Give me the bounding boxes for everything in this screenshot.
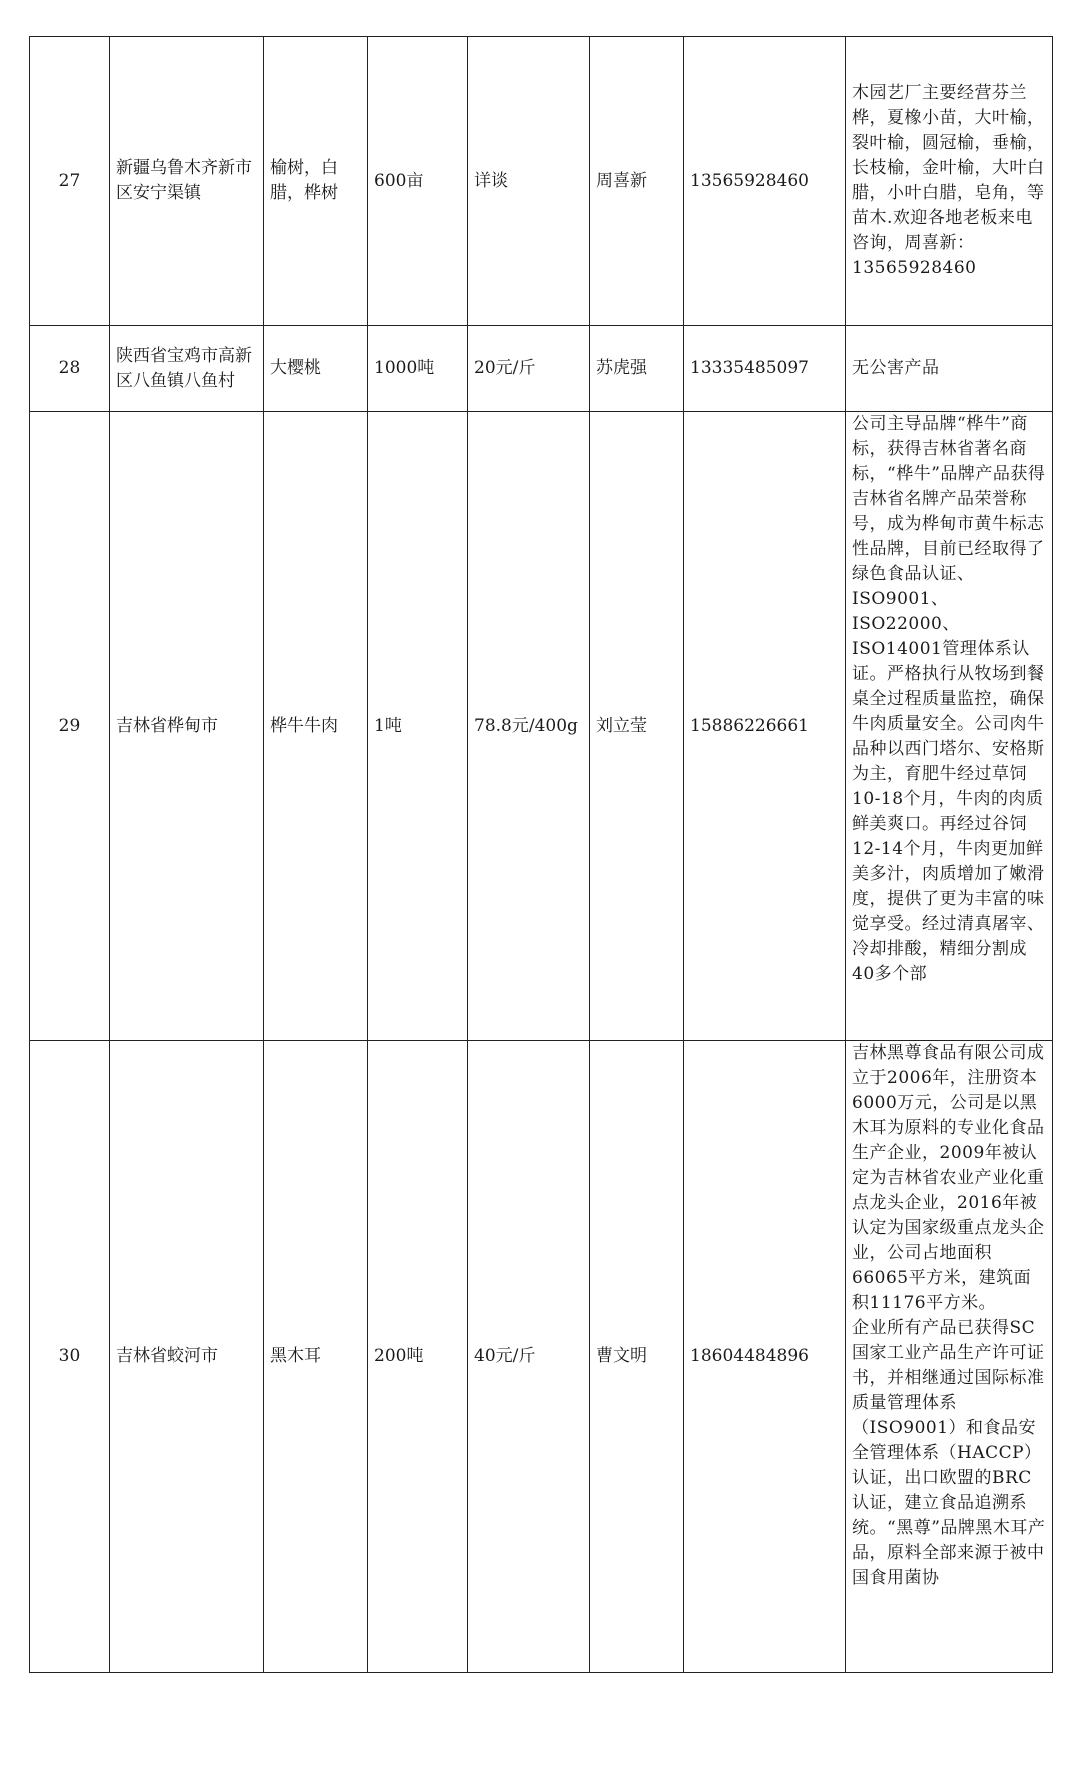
quantity-cell: 600亩 xyxy=(368,37,468,326)
table-row xyxy=(30,1041,1053,1673)
row-number: 28 xyxy=(30,326,110,412)
price-cell: 40元/斤 xyxy=(468,1041,590,1673)
region-cell: 吉林省桦甸市 xyxy=(110,412,264,1041)
product-cell: 桦牛牛肉 xyxy=(264,412,368,1041)
region-cell: 吉林省蛟河市 xyxy=(110,1041,264,1673)
quantity-cell: 1000吨 xyxy=(368,326,468,412)
quantity-cell: 1吨 xyxy=(368,412,468,1041)
region-cell: 新疆乌鲁木齐新市区安宁渠镇 xyxy=(110,37,264,326)
contact-cell: 苏虎强 xyxy=(590,326,684,412)
price-cell: 详谈 xyxy=(468,37,590,326)
price-cell: 20元/斤 xyxy=(468,326,590,412)
table-row xyxy=(30,326,1053,412)
phone-cell: 13565928460 xyxy=(684,37,846,326)
quantity-cell: 200吨 xyxy=(368,1041,468,1673)
phone-cell: 13335485097 xyxy=(684,326,846,412)
contact-cell: 周喜新 xyxy=(590,37,684,326)
description-text: 公司主导品牌“桦牛”商标，获得吉林省著名商标，“桦牛”品牌产品获得吉林省名牌产品荣誉称号，成为桦甸市黄牛标志性品牌，目前已经取得了绿色食品认证、ISO9001、ISO22000、ISO14001管理体系认证。严格执行从牧场到餐桌全过程质量监控，确保牛肉质量安全。公司肉牛品种以西门塔尔、安格斯为主，育肥牛经过草饲10-18个月，牛肉的肉质鲜美爽口。再经过谷饲12-14个月，牛肉更加鲜美多汁，肉质增加了嫩滑度，提供了更为丰富的味觉享受。经过清真屠宰、冷却排酸，精细分割成40多个部 xyxy=(852,414,1046,984)
description-cell: 无公害产品 xyxy=(846,326,1053,412)
description-cell xyxy=(846,37,1053,326)
description-text: 吉林黑尊食品有限公司成立于2006年，注册资本6000万元，公司是以黑木耳为原料的专业化食品生产企业，2009年被认定为吉林省农业产业化重点龙头企业，2016年被认定为国家级重点龙头企业，公司占地面积66065平方米，建筑面积11176平方米。 企业所有产品已获得SC国家工业产品生产许可证书，并相继通过国际标准质量管理体系（ISO9001）和食品安全管理体系（HACCP）认证，出口欧盟的BRC认证，建立食品追溯系统。“黑尊”品牌黑木耳产品，原料全部来源于被中国食用菌协 xyxy=(852,1043,1046,1588)
contact-cell: 曹文明 xyxy=(590,1041,684,1673)
product-cell: 黑木耳 xyxy=(264,1041,368,1673)
phone-cell: 15886226661 xyxy=(684,412,846,1041)
row-number: 30 xyxy=(30,1041,110,1673)
row-number: 29 xyxy=(30,412,110,1041)
description-cell xyxy=(846,1041,1053,1673)
product-cell: 大樱桃 xyxy=(264,326,368,412)
table-row xyxy=(30,37,1053,326)
phone-cell: 18604484896 xyxy=(684,1041,846,1673)
product-table xyxy=(29,36,1053,1673)
row-number: 27 xyxy=(30,37,110,326)
description-text: 木园艺厂主要经营芬兰桦，夏橡小苗，大叶榆，裂叶榆，圆冠榆，垂榆，长枝榆，金叶榆，大叶白腊，小叶白腊，皂角，等苗木.欢迎各地老板来电咨询，周喜新：13565928460 xyxy=(852,83,1045,278)
product-table-wrapper xyxy=(29,36,1052,1673)
contact-cell: 刘立莹 xyxy=(590,412,684,1041)
price-cell: 78.8元/400g xyxy=(468,412,590,1041)
description-cell xyxy=(846,412,1053,1041)
table-row xyxy=(30,412,1053,1041)
product-cell: 榆树，白腊，桦树 xyxy=(264,37,368,326)
region-cell: 陕西省宝鸡市高新区八鱼镇八鱼村 xyxy=(110,326,264,412)
